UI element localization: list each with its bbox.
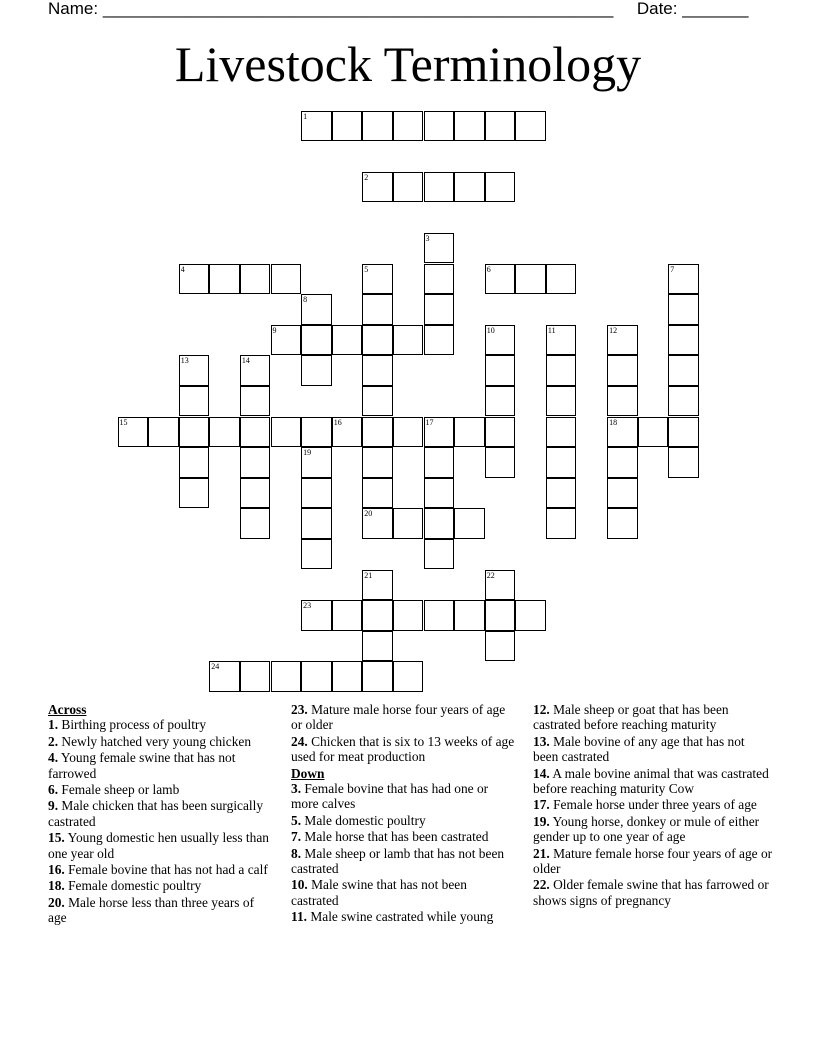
- grid-cell[interactable]: [515, 264, 546, 295]
- grid-cell[interactable]: [240, 386, 271, 417]
- clue-item: [291, 829, 516, 844]
- grid-cell[interactable]: [546, 417, 577, 448]
- clue-text: Female bovine that has had one or more calves: [291, 781, 489, 812]
- clue-number: 11: [547, 325, 556, 335]
- clue-num: 11.: [291, 909, 307, 925]
- grid-cell[interactable]: [485, 600, 516, 631]
- clue-item: [533, 734, 773, 765]
- grid-cell[interactable]: [362, 386, 393, 417]
- clue-column-2: [291, 702, 516, 926]
- grid-cell[interactable]: [362, 111, 393, 142]
- grid-cell[interactable]: [179, 355, 210, 386]
- clue-num: 22.: [533, 877, 550, 893]
- clue-number: 20: [364, 509, 373, 519]
- clue-item: [48, 750, 273, 781]
- grid-cell[interactable]: [362, 355, 393, 386]
- clue-num: 9.: [48, 798, 59, 814]
- grid-cell[interactable]: [424, 600, 455, 631]
- grid-cell[interactable]: [424, 264, 455, 295]
- clue-text: Female bovine that has not had a calf: [68, 862, 268, 878]
- clue-number: 16: [333, 417, 342, 427]
- grid-cell[interactable]: [209, 417, 240, 448]
- grid-cell[interactable]: [179, 478, 210, 509]
- grid-cell[interactable]: [271, 417, 302, 448]
- clue-item: [48, 798, 273, 829]
- grid-cell[interactable]: [301, 539, 332, 570]
- clue-text: Young domestic hen usually less than one year old: [48, 830, 269, 861]
- clue-number: 10: [486, 325, 495, 335]
- grid-cell[interactable]: [332, 600, 363, 631]
- clue-num: 1.: [48, 717, 59, 733]
- down-heading: Down: [291, 765, 325, 781]
- grid-cell[interactable]: [179, 264, 210, 295]
- clue-number: 7: [670, 264, 675, 274]
- clue-item: [533, 846, 773, 877]
- clue-column-3: [533, 702, 773, 909]
- clue-text: Mature male horse four years of age or older: [291, 702, 506, 733]
- clue-item: [48, 862, 273, 877]
- clue-number: 3: [425, 233, 430, 243]
- grid-cell[interactable]: [179, 417, 210, 448]
- grid-cell[interactable]: [179, 386, 210, 417]
- clue-item: [48, 734, 273, 749]
- clue-item: [291, 909, 516, 924]
- grid-cell[interactable]: [638, 417, 669, 448]
- grid-cell[interactable]: [362, 600, 393, 631]
- grid-cell[interactable]: [668, 325, 699, 356]
- clue-item: [291, 702, 516, 733]
- grid-cell[interactable]: [301, 325, 332, 356]
- name-blank: ______________________________________________________: [102, 0, 614, 18]
- clue-text: Male sheep or lamb that has not been castrated: [291, 845, 505, 877]
- grid-cell[interactable]: [607, 386, 638, 417]
- clue-num: 4.: [48, 750, 59, 766]
- clue-number: 9: [272, 325, 277, 335]
- grid-cell[interactable]: [301, 478, 332, 509]
- clue-number: 8: [303, 295, 308, 305]
- name-label: Name:: [48, 0, 99, 18]
- clue-num: 17.: [533, 797, 550, 813]
- clue-item: [533, 766, 773, 797]
- grid-cell[interactable]: [424, 294, 455, 325]
- grid-cell[interactable]: [362, 172, 393, 203]
- clue-number: 19: [303, 448, 312, 458]
- grid-cell[interactable]: [332, 417, 363, 448]
- clue-number: 12: [609, 325, 618, 335]
- grid-cell[interactable]: [362, 478, 393, 509]
- grid-cell[interactable]: [485, 111, 516, 142]
- grid-cell[interactable]: [515, 600, 546, 631]
- grid-cell[interactable]: [362, 325, 393, 356]
- grid-cell[interactable]: [362, 661, 393, 692]
- clue-item: [48, 878, 273, 893]
- clue-number: 2: [364, 172, 369, 182]
- grid-cell[interactable]: [209, 661, 240, 692]
- clue-text: Birthing process of poultry: [61, 717, 207, 733]
- grid-cell[interactable]: [393, 661, 424, 692]
- grid-cell[interactable]: [668, 386, 699, 417]
- clue-item: [533, 814, 773, 845]
- clue-item: [48, 895, 273, 926]
- clue-text: A male bovine animal that was castrated before reaching maturity Cow: [533, 765, 769, 797]
- grid-cell[interactable]: [668, 355, 699, 386]
- clue-number: 22: [486, 570, 495, 580]
- clue-text: Male swine that has not been castrated: [291, 877, 467, 908]
- clue-number: 6: [486, 264, 491, 274]
- grid-cell[interactable]: [546, 478, 577, 509]
- grid-cell[interactable]: [424, 233, 455, 264]
- page-title: Livestock Terminology: [174, 36, 642, 92]
- grid-cell[interactable]: [362, 264, 393, 295]
- grid-cell[interactable]: [301, 447, 332, 478]
- grid-cell[interactable]: [209, 264, 240, 295]
- clue-text: Male horse that has been castrated: [304, 829, 489, 845]
- clue-item: [533, 702, 773, 733]
- clue-number: 14: [241, 356, 250, 366]
- grid-cell[interactable]: [454, 172, 485, 203]
- grid-cell[interactable]: [301, 294, 332, 325]
- clue-text: Newly hatched very young chicken: [61, 733, 252, 749]
- across-heading: Across: [48, 702, 87, 717]
- clue-text: Older female swine that has farrowed or shows signs of pregnancy: [533, 877, 769, 908]
- grid-cell[interactable]: [393, 508, 424, 539]
- grid-cell[interactable]: [240, 355, 271, 386]
- grid-cell[interactable]: [607, 447, 638, 478]
- clue-num: 20.: [48, 894, 65, 910]
- grid-cell[interactable]: [607, 355, 638, 386]
- clue-num: 13.: [533, 733, 550, 749]
- clue-num: 14.: [533, 765, 550, 781]
- clue-number: 1: [303, 111, 308, 121]
- grid-cell[interactable]: [362, 447, 393, 478]
- grid-cell[interactable]: [515, 111, 546, 142]
- grid-cell[interactable]: [148, 417, 179, 448]
- grid-cell[interactable]: [362, 570, 393, 601]
- grid-cell[interactable]: [424, 111, 455, 142]
- clue-item: [291, 877, 516, 908]
- grid-cell[interactable]: [546, 355, 577, 386]
- clue-num: 15.: [48, 830, 65, 846]
- clue-text: Female domestic poultry: [68, 878, 202, 894]
- grid-cell[interactable]: [362, 417, 393, 448]
- grid-cell[interactable]: [485, 631, 516, 662]
- clue-number: 15: [119, 417, 128, 427]
- clue-num: 8.: [291, 845, 302, 861]
- clue-item: [48, 830, 273, 861]
- clue-num: 23.: [291, 702, 308, 717]
- date-blank: _______: [682, 0, 749, 18]
- grid-cell[interactable]: [332, 111, 363, 142]
- clue-text: Male sheep or goat that has been castrated before reaching maturity: [533, 702, 729, 733]
- clue-item: [291, 846, 516, 877]
- clue-column-1: [48, 702, 273, 927]
- grid-cell[interactable]: [424, 478, 455, 509]
- grid-cell[interactable]: [424, 447, 455, 478]
- grid-cell[interactable]: [546, 508, 577, 539]
- clue-number: 18: [609, 417, 618, 427]
- clue-num: 16.: [48, 862, 65, 878]
- clue-item: [291, 781, 516, 812]
- grid-cell[interactable]: [485, 172, 516, 203]
- grid-cell[interactable]: [179, 447, 210, 478]
- clue-item: [48, 717, 273, 732]
- grid-cell[interactable]: [332, 325, 363, 356]
- grid-cell[interactable]: [668, 264, 699, 295]
- grid-cell[interactable]: [424, 508, 455, 539]
- clue-num: 5.: [291, 812, 302, 828]
- grid-cell[interactable]: [271, 661, 302, 692]
- grid-cell[interactable]: [332, 661, 363, 692]
- clue-num: 10.: [291, 877, 308, 893]
- grid-cell[interactable]: [485, 386, 516, 417]
- clue-text: Mature female horse four years of age or older: [533, 845, 773, 877]
- clue-number: 21: [364, 570, 373, 580]
- grid-cell[interactable]: [454, 600, 485, 631]
- grid-cell[interactable]: [424, 172, 455, 203]
- clue-text: Male swine castrated while young: [310, 909, 494, 925]
- clue-text: Young horse, donkey or mule of either gender up to one year of age: [533, 813, 760, 845]
- grid-cell[interactable]: [485, 264, 516, 295]
- grid-cell[interactable]: [240, 508, 271, 539]
- clue-text: Female horse under three years of age: [553, 797, 757, 813]
- grid-cell[interactable]: [240, 417, 271, 448]
- clue-item: [533, 797, 773, 812]
- grid-cell[interactable]: [668, 294, 699, 325]
- grid-cell[interactable]: [485, 570, 516, 601]
- clue-text: Male domestic poultry: [304, 812, 426, 828]
- grid-cell[interactable]: [668, 447, 699, 478]
- date-label: Date:: [636, 0, 678, 18]
- clue-text: Male chicken that has been surgically castrated: [48, 798, 264, 829]
- grid-cell[interactable]: [301, 508, 332, 539]
- grid-cell[interactable]: [393, 325, 424, 356]
- grid-cell[interactable]: [546, 264, 577, 295]
- grid-cell[interactable]: [454, 508, 485, 539]
- grid-cell[interactable]: [607, 478, 638, 509]
- grid-cell[interactable]: [485, 417, 516, 448]
- grid-cell[interactable]: [424, 417, 455, 448]
- grid-cell[interactable]: [454, 417, 485, 448]
- clue-num: 3.: [291, 781, 302, 797]
- clue-text: Female sheep or lamb: [61, 782, 180, 798]
- grid-cell[interactable]: [485, 355, 516, 386]
- grid-cell[interactable]: [118, 417, 149, 448]
- clue-text: Young female swine that has not farrowed: [48, 750, 236, 781]
- grid-cell[interactable]: [393, 172, 424, 203]
- clue-number: 17: [425, 417, 434, 427]
- clue-item: [291, 813, 516, 828]
- grid-cell[interactable]: [607, 417, 638, 448]
- clue-num: 24.: [291, 733, 308, 749]
- grid-cell[interactable]: [301, 111, 332, 142]
- grid-cell[interactable]: [240, 661, 271, 692]
- clue-item: [533, 877, 773, 908]
- grid-cell[interactable]: [546, 386, 577, 417]
- clue-num: 7.: [291, 829, 302, 845]
- grid-cell[interactable]: [668, 417, 699, 448]
- grid-cell[interactable]: [546, 447, 577, 478]
- clue-num: 12.: [533, 702, 550, 717]
- grid-cell[interactable]: [607, 508, 638, 539]
- clue-item: [48, 782, 273, 797]
- grid-cell[interactable]: [240, 264, 271, 295]
- clue-item: [291, 734, 516, 765]
- clue-text: Chicken that is six to 13 weeks of age used for meat production: [291, 733, 515, 765]
- grid-cell[interactable]: [607, 325, 638, 356]
- grid-cell[interactable]: [271, 264, 302, 295]
- clue-num: 6.: [48, 782, 59, 798]
- grid-cell[interactable]: [362, 631, 393, 662]
- clue-number: 13: [180, 356, 189, 366]
- clue-text: Male horse less than three years of age: [48, 894, 255, 926]
- clue-text: Male bovine of any age that has not been castrated: [533, 733, 745, 765]
- grid-cell[interactable]: [240, 447, 271, 478]
- grid-cell[interactable]: [393, 600, 424, 631]
- grid-cell[interactable]: [362, 294, 393, 325]
- clue-num: 19.: [533, 813, 550, 829]
- grid-cell[interactable]: [485, 447, 516, 478]
- clue-number: 5: [364, 264, 369, 274]
- grid-cell[interactable]: [454, 111, 485, 142]
- grid-cell[interactable]: [301, 355, 332, 386]
- clue-number: 4: [180, 264, 185, 274]
- grid-cell[interactable]: [393, 417, 424, 448]
- grid-cell[interactable]: [485, 325, 516, 356]
- clue-num: 21.: [533, 845, 550, 861]
- grid-cell[interactable]: [362, 508, 393, 539]
- grid-cell[interactable]: [301, 661, 332, 692]
- grid-cell[interactable]: [271, 325, 302, 356]
- grid-cell[interactable]: [424, 325, 455, 356]
- clue-number: 23: [303, 601, 312, 611]
- clue-number: 24: [211, 662, 220, 672]
- grid-cell[interactable]: [424, 539, 455, 570]
- grid-cell[interactable]: [301, 417, 332, 448]
- grid-cell[interactable]: [240, 478, 271, 509]
- clue-num: 18.: [48, 878, 65, 894]
- grid-cell[interactable]: [393, 111, 424, 142]
- grid-cell[interactable]: [546, 325, 577, 356]
- grid-cell[interactable]: [301, 600, 332, 631]
- clue-num: 2.: [48, 733, 59, 749]
